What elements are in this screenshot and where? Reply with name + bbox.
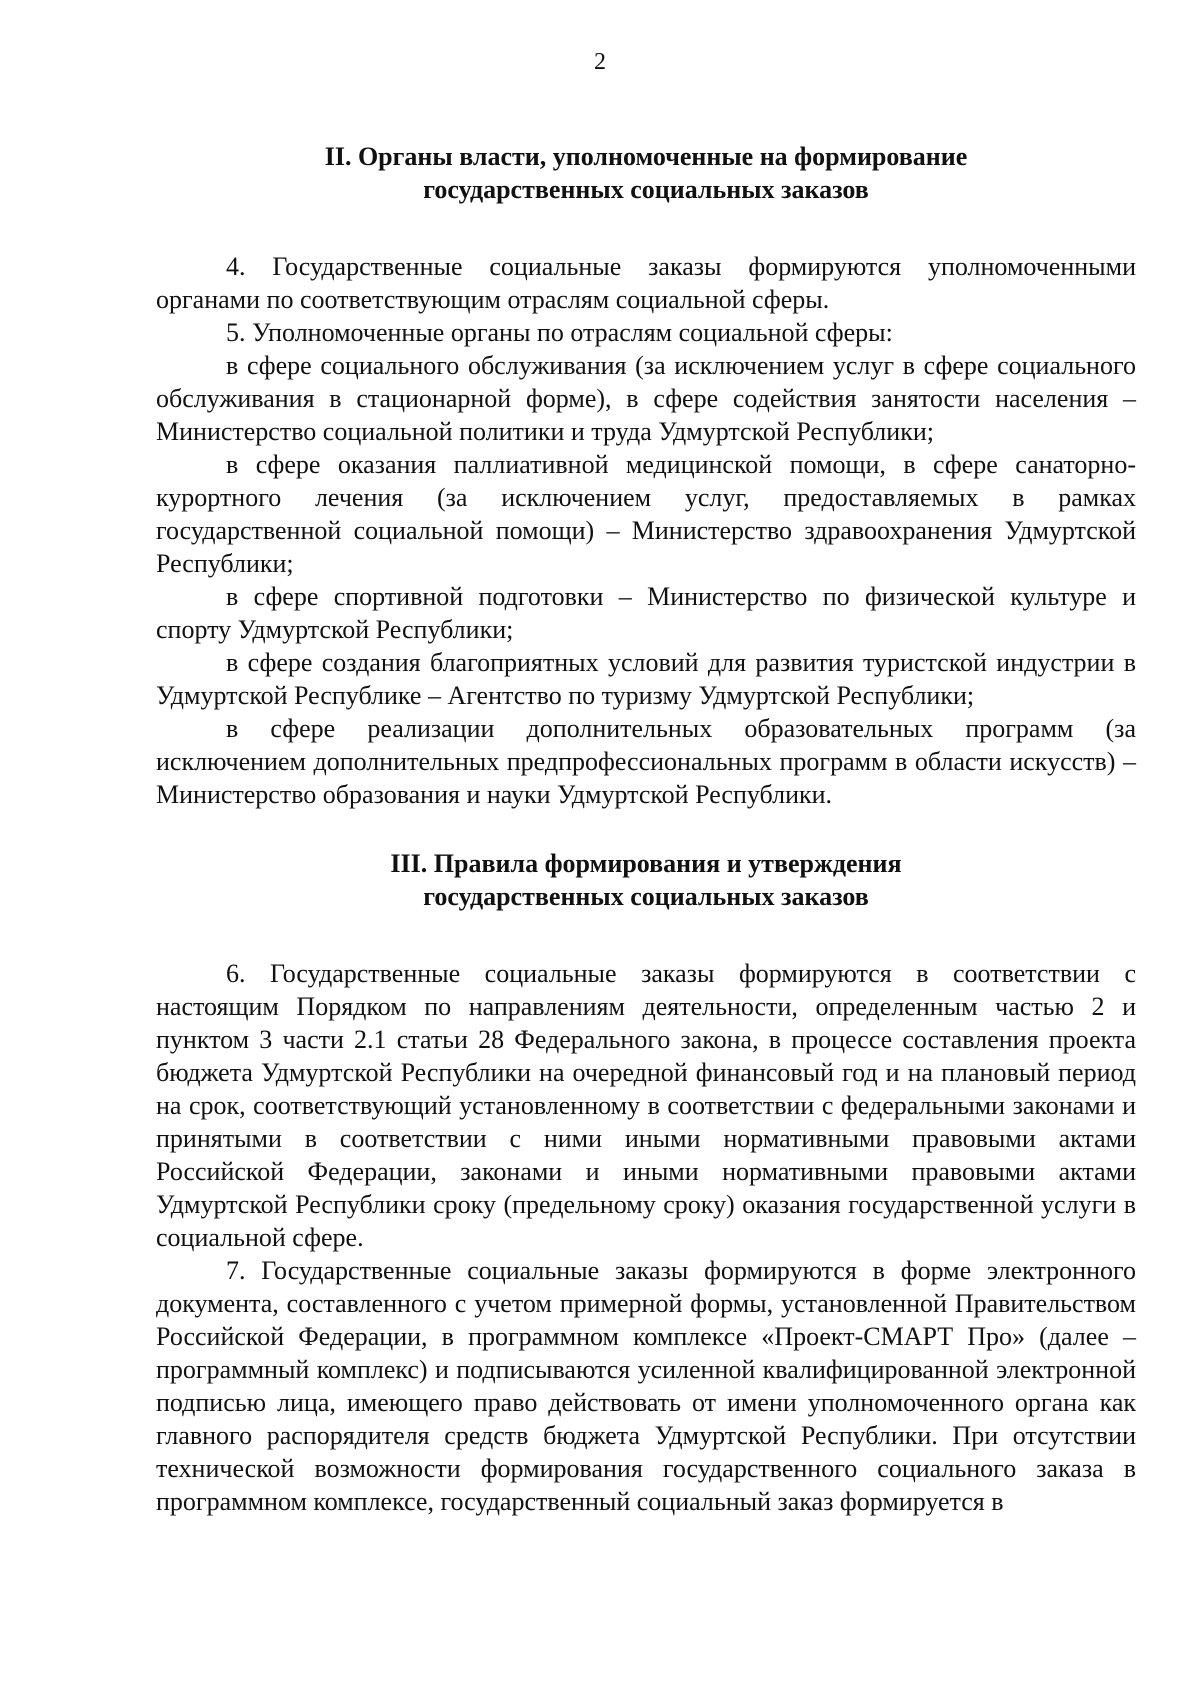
section-2-heading-line-1: II. Органы власти, уполномоченные на формирование bbox=[324, 142, 968, 171]
paragraph-5: 5. Уполномоченные органы по отраслям социальной сферы: bbox=[226, 318, 893, 347]
paragraph-4: 4. Государственные социальные заказы формируются уполномоченными органами по соответствующим отраслям социальной сферы. bbox=[156, 252, 1136, 314]
section-3-heading-line-2: государственных социальных заказов bbox=[423, 882, 869, 911]
paragraph-5-palliative-care: в сфере оказания паллиативной медицинской помощи, в сфере санаторно-курортного лечения (за исключением услуг, предоставляемых в рамках государственной социальной помощи) – Министерство здравоохранения Удмуртской Республики; bbox=[156, 450, 1136, 578]
paragraph-7: 7. Государственные социальные заказы формируются в форме электронного документа, составленного с учетом примерной формы, установленной Правительством Российской Федерации, в программном комплексе «Проект-СМАРТ Про» (далее – программный комплекс) и подписываются усиленной квалифицированной электронной подписью лица, имеющего право действовать от имени уполномоченного органа как главного распорядителя средств бюджета Удмуртской Республики. При отсутствии технической возможности формирования государственного социального заказа в программном комплексе, государственный социальный заказ формируется в bbox=[156, 1256, 1136, 1516]
paragraph-5-tourism: в сфере создания благоприятных условий для развития туристской индустрии в Удмуртской Республике – Агентство по туризму Удмуртской Республики; bbox=[156, 648, 1136, 710]
page-number: 2 bbox=[594, 49, 606, 75]
document-body bbox=[156, 140, 1136, 1518]
paragraph-5-social-services: в сфере социального обслуживания (за исключением услуг в сфере социального обслуживания в стационарной форме), в сфере содействия занятости населения – Министерство социальной политики и труда Удмуртской Республики; bbox=[156, 351, 1136, 446]
section-2-heading bbox=[156, 140, 1136, 206]
paragraph-6: 6. Государственные социальные заказы формируются в соответствии с настоящим Порядком по направлениям деятельности, определенным частью 2 и пунктом 3 части 2.1 статьи 28 Федерального закона, в процессе составления проекта бюджета Удмуртской Республики на очередной финансовый год и на плановый период на срок, соответствующий установленному в соответствии с федеральными законами и принятыми в соответствии с ними иными нормативными правовыми актами Российской Федерации, законами и иными нормативными правовыми актами Удмуртской Республики сроку (предельному сроку) оказания государственной услуги в социальной сфере. bbox=[156, 959, 1136, 1252]
paragraph-5-sports-training: в сфере спортивной подготовки – Министерство по физической культуре и спорту Удмуртской Республики; bbox=[156, 582, 1136, 644]
section-3-heading-line-1: III. Правила формирования и утверждения bbox=[390, 849, 902, 878]
section-3-heading bbox=[156, 847, 1136, 913]
section-2-heading-line-2: государственных социальных заказов bbox=[423, 175, 869, 204]
paragraph-5-education: в сфере реализации дополнительных образовательных программ (за исключением дополнительных предпрофессиональных программ в области искусств) – Министерство образования и науки Удмуртской Республики. bbox=[156, 714, 1136, 809]
